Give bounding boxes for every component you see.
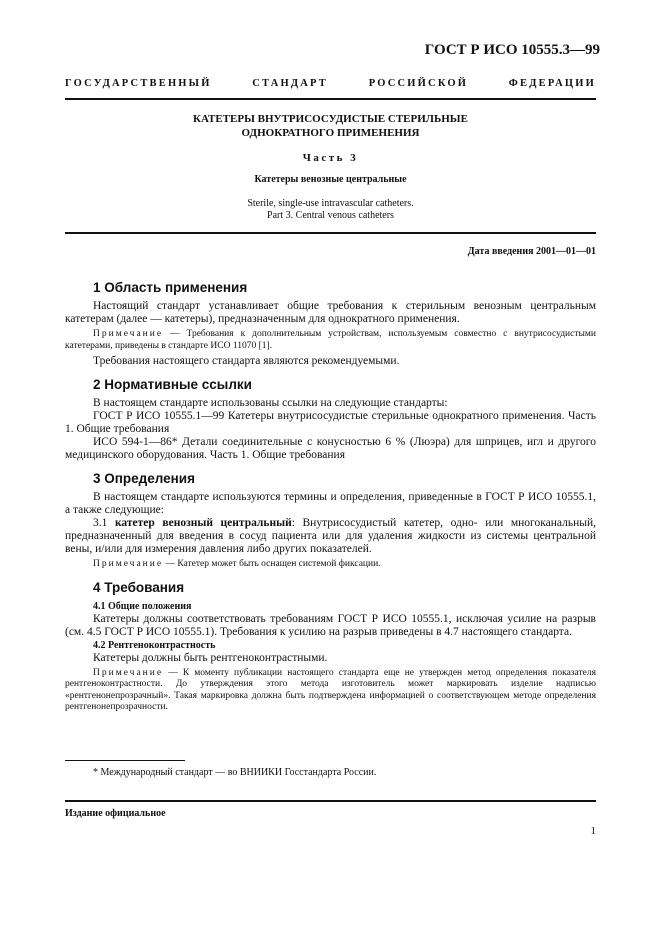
footnote-divider — [65, 760, 185, 761]
standard-title-line1: КАТЕТЕРЫ ВНУТРИСОСУДИСТЫЕ СТЕРИЛЬНЫЕ — [193, 113, 468, 125]
part-name: Катетеры венозные центральные — [254, 174, 407, 185]
edition-label: Издание официальное — [65, 808, 166, 819]
reference-item: ГОСТ Р ИСО 10555.1—99 Катетеры внутрисосудистые стерильные однократного применения. Часть 1. Общие требования — [65, 410, 596, 435]
paragraph: В настоящем стандарте используются термины и определения, приведенные в ГОСТ Р ИСО 10555.1, а также следующие: — [65, 491, 596, 516]
document-body — [65, 281, 596, 717]
definition — [65, 517, 596, 556]
footnote: * Международный стандарт — во ВНИИКИ Госстандарта России. — [93, 767, 377, 778]
part-number: Часть 3 — [302, 152, 359, 164]
section-requirements — [65, 581, 596, 714]
footer-divider — [65, 800, 596, 802]
header-divider — [65, 98, 596, 100]
note-label: Примечание — [93, 329, 164, 339]
section-heading: 2 Нормативные ссылки — [93, 377, 252, 392]
definition-text: : Внутрисосудистый катетер, одно- или многоканальный, предназначенный для введения в сосуд пациента или для удаления жидкости из системы центральной вены, и/или для измерения давления либо других показателей. — [65, 517, 596, 555]
note-label: Примечание — [93, 667, 164, 678]
section-heading: 1 Область применения — [93, 280, 248, 295]
note — [65, 559, 596, 571]
standard-title — [65, 112, 596, 140]
definition-number: 3.1 — [93, 517, 115, 529]
note-label: Примечание — [93, 559, 164, 569]
reference-item: ИСО 594-1—86* Детали соединительные с конусностью 6 % (Люэра) для шприцев, игл и другого медицинского оборудования. Часть 1. Общие требования — [65, 436, 596, 461]
english-title — [65, 198, 596, 222]
note — [65, 668, 596, 714]
note-text: — Катетер может быть оснащен системой фиксации. — [163, 559, 381, 569]
section-scope — [65, 281, 596, 368]
section-heading: 4 Требования — [93, 579, 185, 595]
english-title-line2: Part 3. Central venous catheters — [267, 210, 394, 221]
paragraph: Требования настоящего стандарта являются рекомендуемыми. — [93, 355, 400, 367]
subsection-heading: 4.2 Рентгеноконтрастность — [93, 639, 216, 651]
note-text: — Требования к дополнительным устройствам, используемым совместно с внутрисосудистыми катетерами, приведены в стандарте ИСО 11070 [1]. — [65, 329, 596, 351]
document-code: ГОСТ Р ИСО 10555.3—99 — [424, 42, 600, 58]
paragraph: Катетеры должны быть рентгеноконтрастными. — [93, 651, 328, 664]
section-heading: 3 Определения — [93, 471, 195, 486]
paragraph: В настоящем стандарте использованы ссылки на следующие стандарты: — [93, 397, 448, 409]
paragraph: Катетеры должны соответствовать требованиям ГОСТ Р ИСО 10555.1, исключая усилие на разрыв (см. 4.5 ГОСТ Р ИСО 10555.1). Требования к усилию на разрыв приведены в 4.7 настоящего стандарта. — [65, 612, 596, 638]
note — [65, 329, 596, 352]
page-number: 1 — [590, 825, 596, 837]
introduction-date: Дата введения 2001—01—01 — [467, 246, 596, 257]
definition-term: катетер венозный центральный — [114, 517, 292, 529]
section-definitions — [65, 472, 596, 571]
title-divider — [65, 232, 596, 234]
government-standard-title: ГОСУДАРСТВЕННЫЙ СТАНДАРТ РОССИЙСКОЙ ФЕДЕРАЦИИ — [65, 78, 596, 89]
standard-title-line2: ОДНОКРАТНОГО ПРИМЕНЕНИЯ — [241, 127, 420, 139]
paragraph: Настоящий стандарт устанавливает общие требования к стерильным венозным центральным катетерам (далее — катетеры), предназначенным для однократного применения. — [65, 300, 596, 325]
english-title-line1: Sterile, single-use intravascular catheters. — [247, 198, 414, 209]
section-normative-references — [65, 378, 596, 462]
subsection-heading: 4.1 Общие положения — [93, 600, 192, 612]
note-text: — К моменту публикации настоящего стандарта еще не утвержден метод определения показателя рентгеноконтрастности. До утверждения этого метода изготовитель может маркировать изделие надписью «рентгенонепрозрачный». Такая маркировка должна быть подтверждена информацией о соответствующем методе определения рентгенонепрозрачности. — [65, 667, 596, 712]
